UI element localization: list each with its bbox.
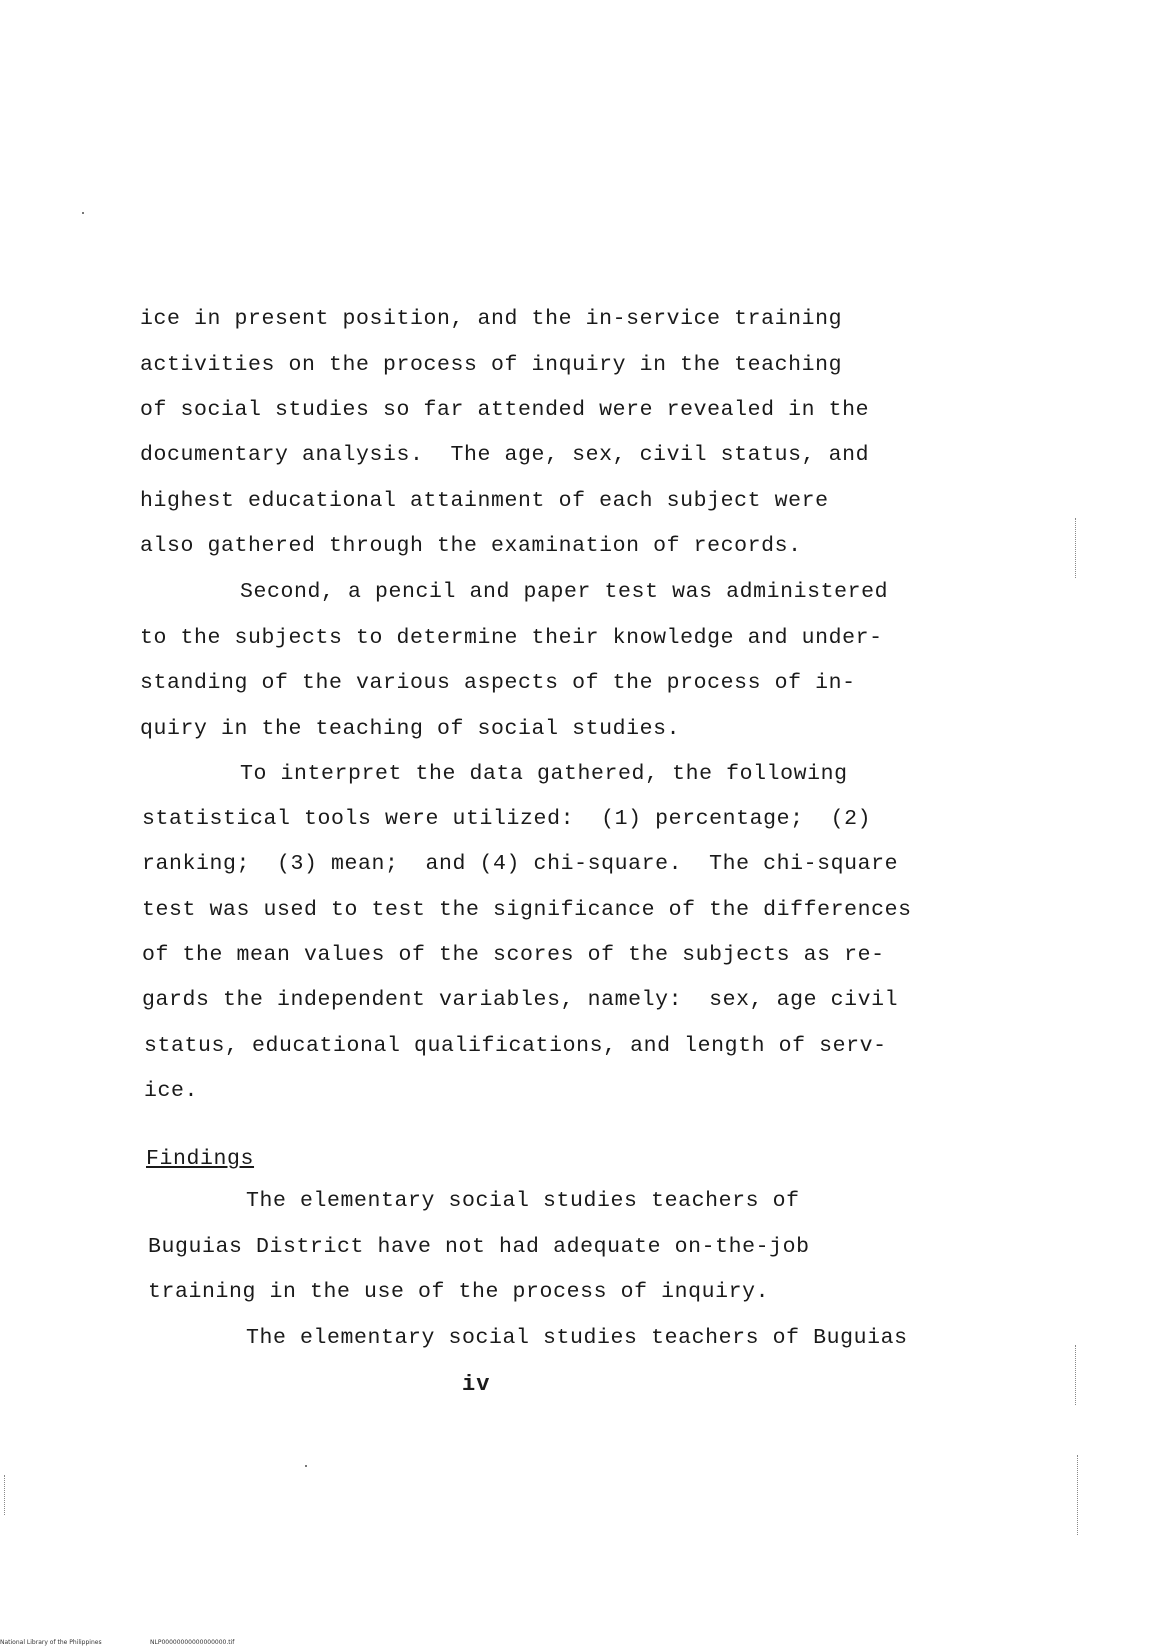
text-line: statistical tools were utilized: (1) percentage; (2) [142,807,872,831]
text-line: of social studies so far attended were revealed in the [140,398,870,422]
text-line: of the mean values of the scores of the subjects as re- [142,943,885,967]
text-line: documentary analysis. The age, sex, civil status, and [140,443,870,467]
footer-right: NLP00000000000000000.tif [150,1639,235,1646]
text-line: ice. [144,1079,199,1103]
scan-edge-marks [1075,518,1077,578]
text-line: To interpret the data gathered, the following [240,762,848,786]
text-line: The elementary social studies teachers of [246,1189,800,1213]
text-line: training in the use of the process of inquiry. [148,1280,770,1304]
scan-edge-marks [1077,1455,1079,1535]
text-line: ranking; (3) mean; and (4) chi-square. The chi-square [142,852,899,876]
text-line: ice in present position, and the in-service training [140,307,843,331]
text-line: also gathered through the examination of records. [140,534,802,558]
footer-left: National Library of the Philippines [0,1639,102,1646]
text-line: standing of the various aspects of the process of in- [140,671,856,695]
scan-edge-marks [1075,1345,1077,1405]
scan-edge-marks [4,1475,6,1515]
text-line: test was used to test the significance of the differences [142,898,912,922]
text-line: The elementary social studies teachers of Buguias [246,1326,908,1350]
text-line: Buguias District have not had adequate on-the-job [148,1235,810,1259]
text-line: to the subjects to determine their knowledge and under- [140,626,883,650]
text-line: gards the independent variables, namely: sex, age civil [142,988,899,1012]
page-number: iv [462,1372,491,1397]
text-line: activities on the process of inquiry in the teaching [140,353,843,377]
text-line: status, educational qualifications, and length of serv- [144,1034,887,1058]
section-heading-findings: Findings [146,1147,255,1171]
scan-speck [82,212,84,214]
text-line: highest educational attainment of each subject were [140,489,829,513]
text-line: quiry in the teaching of social studies. [140,717,681,741]
scan-speck [305,1465,307,1467]
text-line: Second, a pencil and paper test was administered [240,580,889,604]
